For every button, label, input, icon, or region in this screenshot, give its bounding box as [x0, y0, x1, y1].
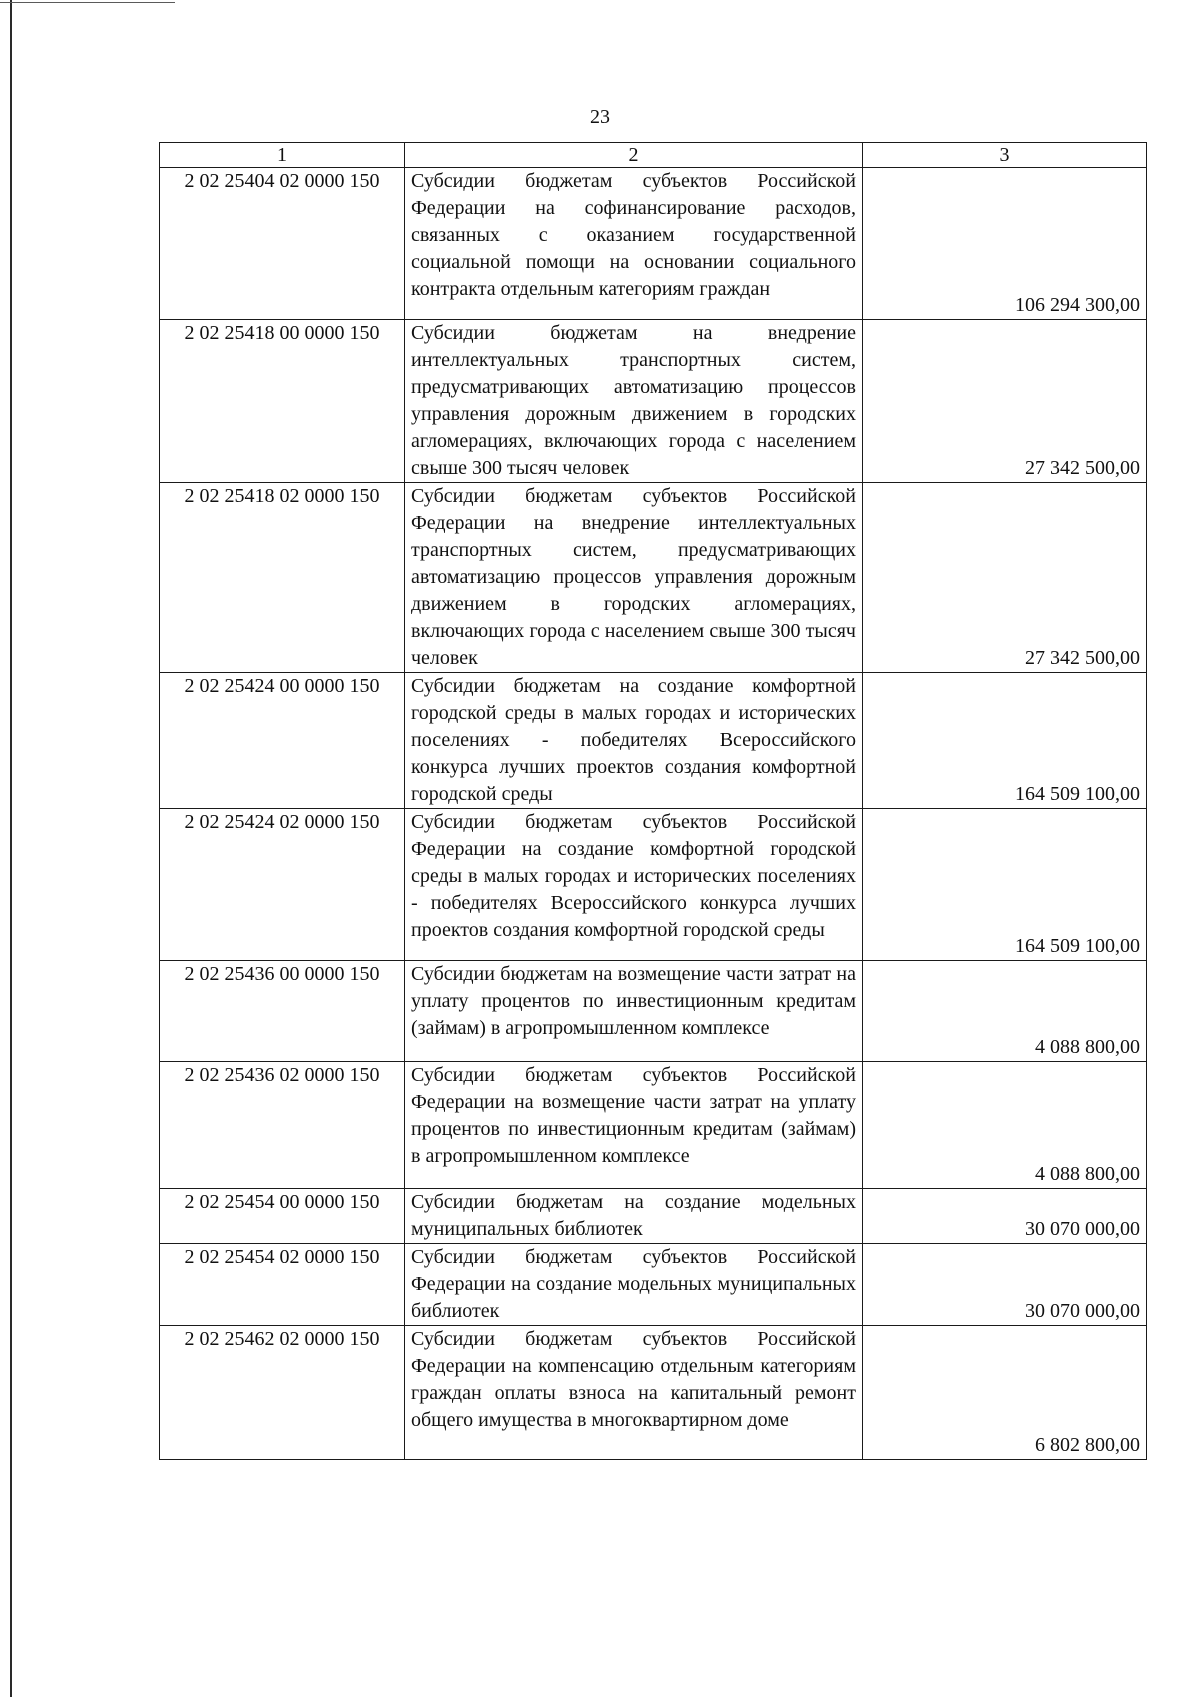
row-description: Субсидии бюджетам субъектов Российской Федерации на возмещение части затрат на уплату процентов по инвестиционным кредитам (займам) в агропромышленном комплексе — [405, 1062, 863, 1189]
table-row — [160, 673, 1147, 809]
column-header-amount: 3 — [863, 143, 1147, 168]
row-amount: 164 509 100,00 — [863, 809, 1147, 961]
row-amount: 30 070 000,00 — [863, 1244, 1147, 1326]
row-code: 2 02 25424 00 0000 150 — [160, 673, 405, 809]
scan-left-edge — [10, 0, 12, 1697]
table-row — [160, 1062, 1147, 1189]
row-description: Субсидии бюджетам субъектов Российской Федерации на компенсацию отдельным категориям граждан оплаты взноса на капитальный ремонт общего имущества в многоквартирном доме — [405, 1326, 863, 1460]
row-code: 2 02 25418 02 0000 150 — [160, 483, 405, 673]
row-code: 2 02 25424 02 0000 150 — [160, 809, 405, 961]
row-description: Субсидии бюджетам на создание комфортной городской среды в малых городах и исторических поселениях - победителях Всероссийского конкурса лучших проектов создания комфортной городской среды — [405, 673, 863, 809]
row-code: 2 02 25418 00 0000 150 — [160, 320, 405, 483]
budget-table — [159, 142, 1147, 1460]
row-amount: 27 342 500,00 — [863, 320, 1147, 483]
table-header-row — [160, 143, 1147, 168]
page-number: 23 — [590, 106, 610, 128]
row-amount: 27 342 500,00 — [863, 483, 1147, 673]
row-code: 2 02 25436 02 0000 150 — [160, 1062, 405, 1189]
row-code: 2 02 25454 00 0000 150 — [160, 1189, 405, 1244]
row-amount: 4 088 800,00 — [863, 961, 1147, 1062]
table-row — [160, 1326, 1147, 1460]
row-amount: 6 802 800,00 — [863, 1326, 1147, 1460]
table-row — [160, 483, 1147, 673]
row-amount: 30 070 000,00 — [863, 1189, 1147, 1244]
column-header-code: 1 — [160, 143, 405, 168]
row-code: 2 02 25462 02 0000 150 — [160, 1326, 405, 1460]
row-description: Субсидии бюджетам на возмещение части затрат на уплату процентов по инвестиционным кредитам (займам) в агропромышленном комплексе — [405, 961, 863, 1062]
table-row — [160, 1244, 1147, 1326]
column-header-description: 2 — [405, 143, 863, 168]
row-code: 2 02 25454 02 0000 150 — [160, 1244, 405, 1326]
table-row — [160, 1189, 1147, 1244]
row-description: Субсидии бюджетам на внедрение интеллектуальных транспортных систем, предусматривающих автоматизацию процессов управления дорожным движением в городских агломерациях, включающих города с населением свыше 300 тысяч человек — [405, 320, 863, 483]
row-description: Субсидии бюджетам субъектов Российской Федерации на создание комфортной городской среды в малых городах и исторических поселениях - победителях Всероссийского конкурса лучших проектов создания комфортной городской среды — [405, 809, 863, 961]
row-amount: 4 088 800,00 — [863, 1062, 1147, 1189]
table-row — [160, 961, 1147, 1062]
row-code: 2 02 25436 00 0000 150 — [160, 961, 405, 1062]
row-code: 2 02 25404 02 0000 150 — [160, 168, 405, 320]
table-row — [160, 809, 1147, 961]
row-amount: 164 509 100,00 — [863, 673, 1147, 809]
table-row — [160, 320, 1147, 483]
row-description: Субсидии бюджетам субъектов Российской Федерации на софинансирование расходов, связанных с оказанием государственной социальной помощи на основании социального контракта отдельным категориям граждан — [405, 168, 863, 320]
table-row — [160, 168, 1147, 320]
row-description: Субсидии бюджетам субъектов Российской Федерации на внедрение интеллектуальных транспортных систем, предусматривающих автоматизацию процессов управления дорожным движением в городских агломерациях, включающих города с населением свыше 300 тысяч человек — [405, 483, 863, 673]
row-amount: 106 294 300,00 — [863, 168, 1147, 320]
row-description: Субсидии бюджетам на создание модельных муниципальных библиотек — [405, 1189, 863, 1244]
row-description: Субсидии бюджетам субъектов Российской Федерации на создание модельных муниципальных библиотек — [405, 1244, 863, 1326]
scan-top-edge — [0, 2, 175, 3]
